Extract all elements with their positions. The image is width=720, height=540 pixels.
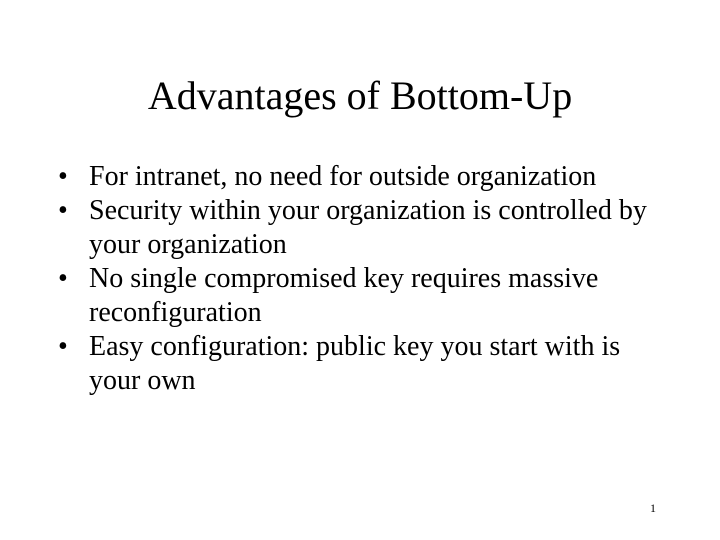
- bullet-marker: •: [58, 161, 68, 192]
- bullet-item: [58, 330, 658, 398]
- bullet-text: Security within your organization is controlled by your organization: [89, 195, 647, 260]
- bullet-item: [58, 160, 658, 194]
- bullet-marker: •: [58, 331, 68, 362]
- bullet-text: Easy configuration: public key you start with is your own: [89, 331, 621, 396]
- bullet-marker: •: [58, 195, 68, 226]
- bullet-item: [58, 262, 658, 330]
- slide-title: Advantages of Bottom-Up: [147, 73, 573, 118]
- bullet-marker: •: [58, 263, 68, 294]
- bullet-list: [58, 160, 658, 398]
- page-number: 1: [650, 501, 656, 515]
- bullet-text: For intranet, no need for outside organization: [89, 161, 597, 192]
- bullet-text: No single compromised key requires massive reconfiguration: [89, 263, 599, 328]
- bullet-item: [58, 194, 658, 262]
